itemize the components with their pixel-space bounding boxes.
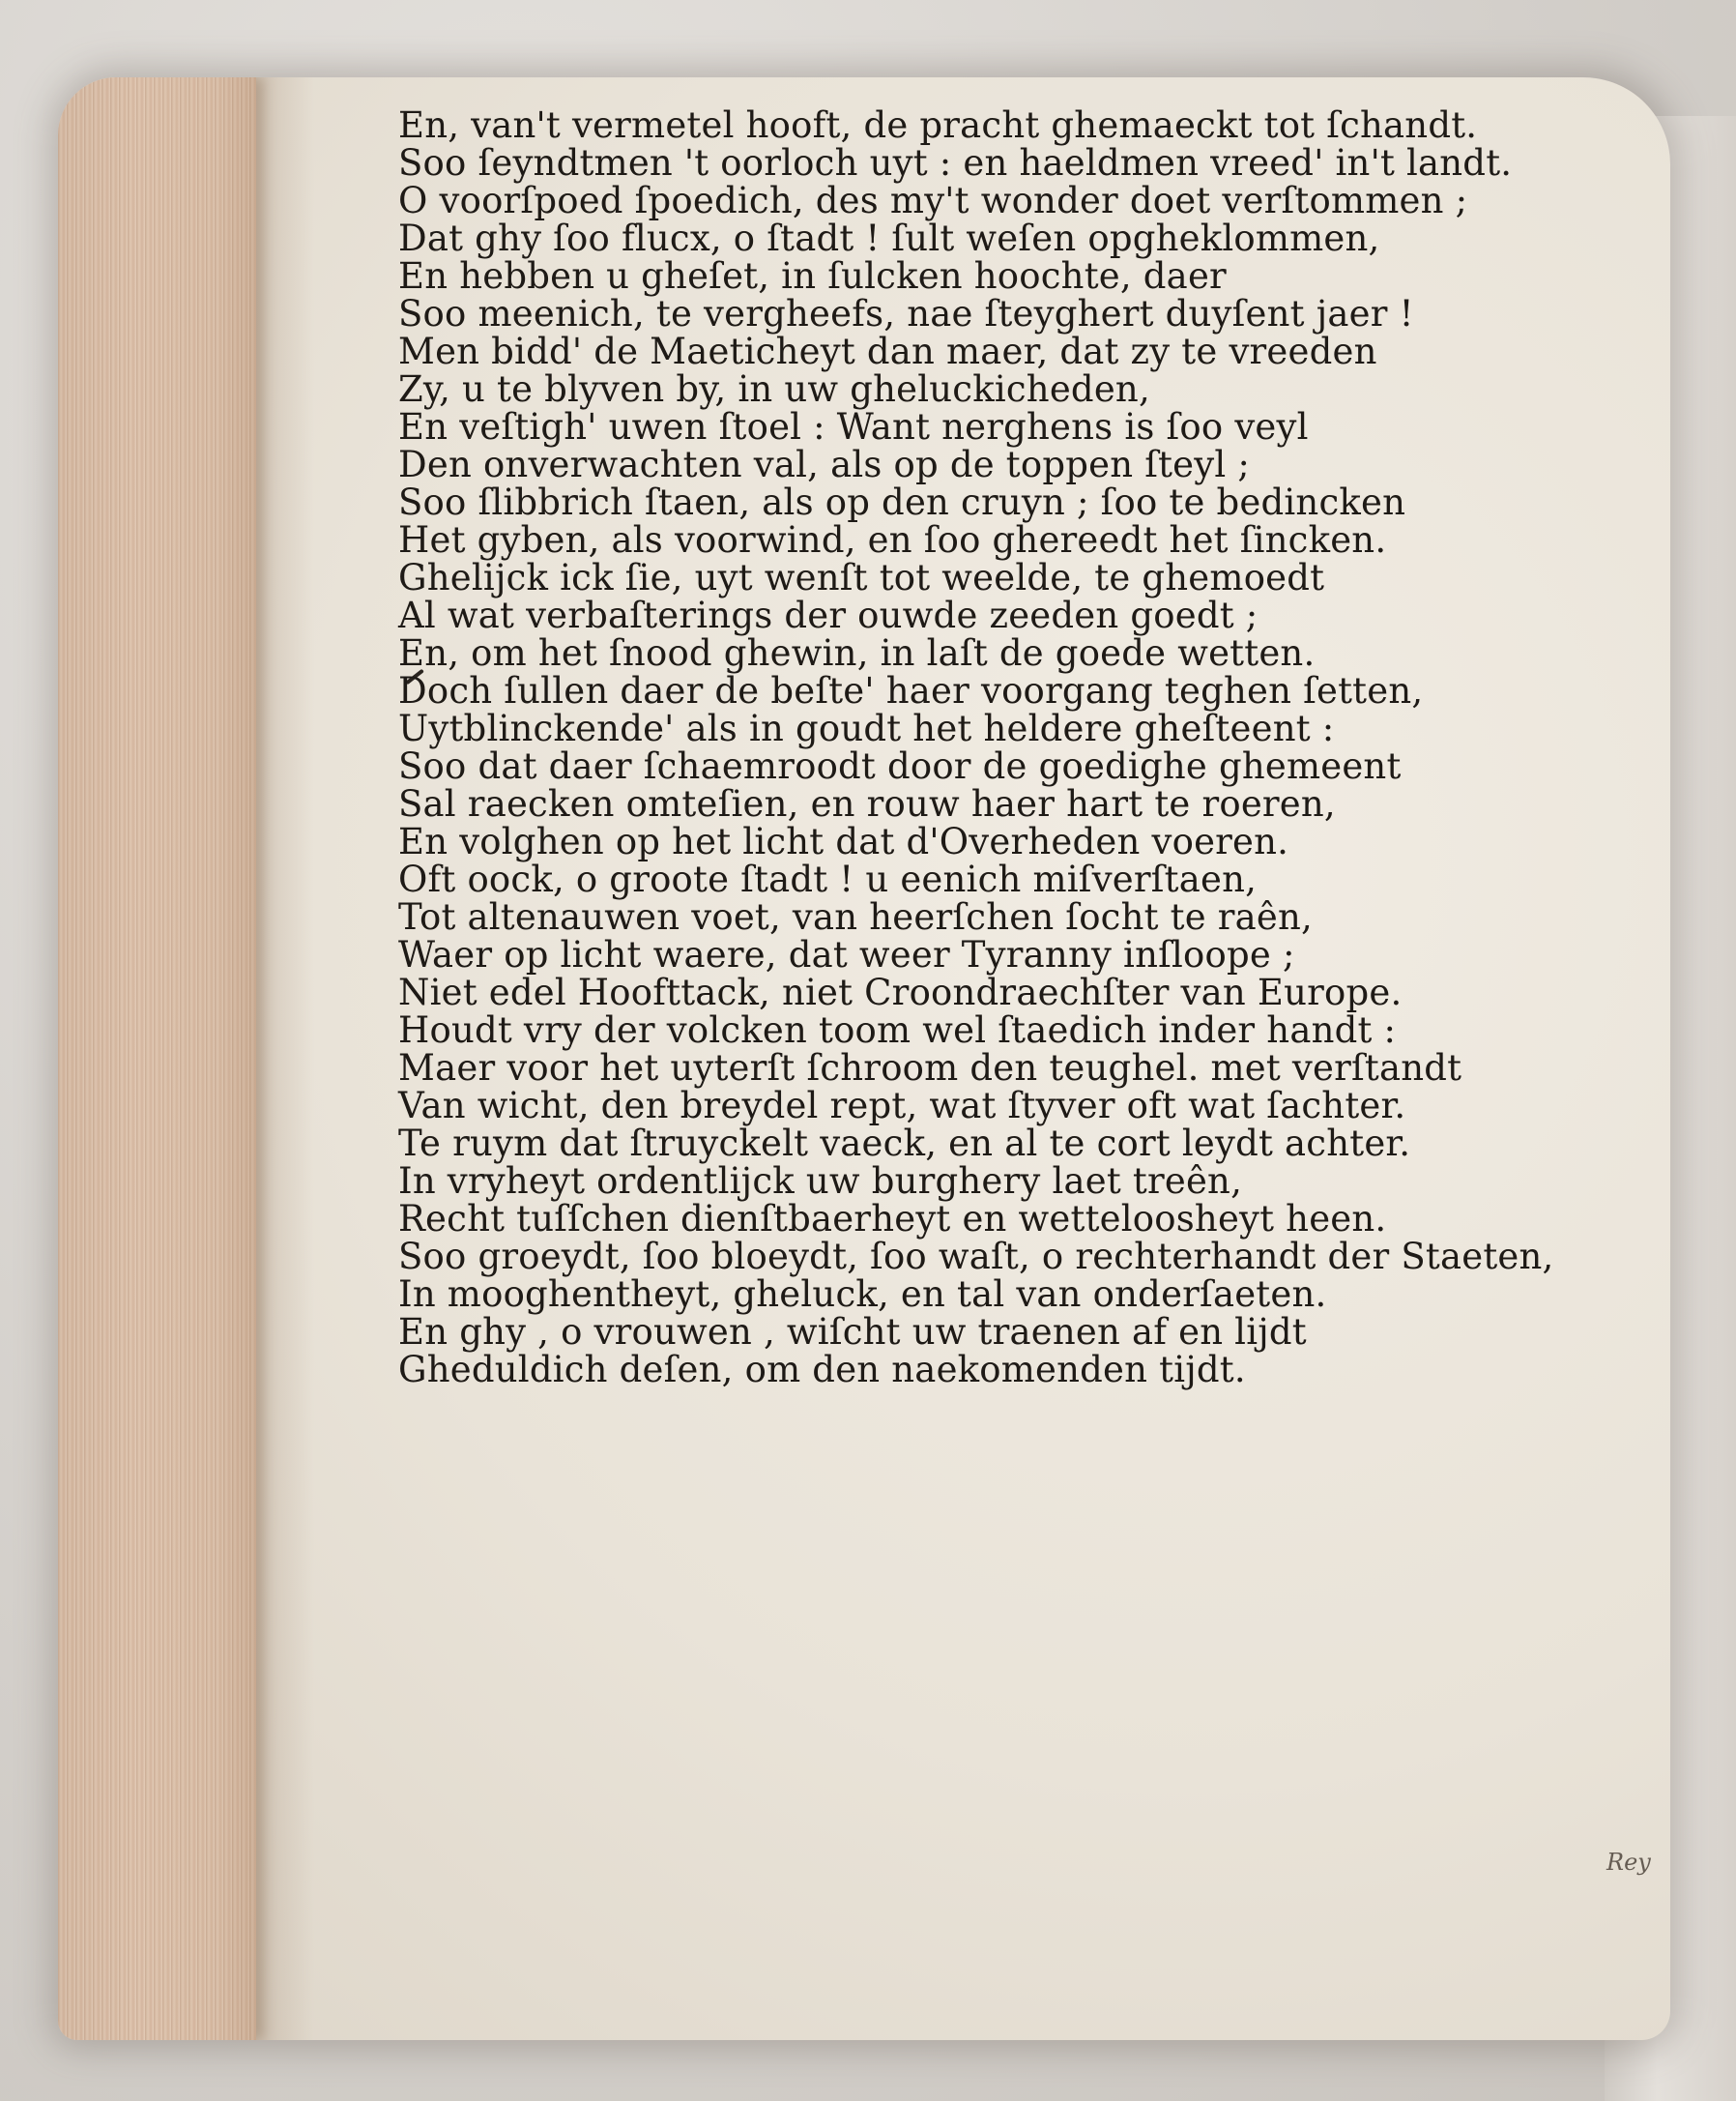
verse-line: En, van't vermetel hooft, de pracht ghemaeckt tot ſchandt.	[398, 104, 1478, 146]
verse-line: Soo ſlibbrich ſtaen, als op den cruyn ; ſoo te bedincken	[398, 481, 1406, 523]
verse-line: Sal raecken omteſien, en rouw haer hart te roeren,	[398, 783, 1336, 825]
verse-line: Soo ſeyndtmen 't oorloch uyt : en haeldmen vreed' in't landt.	[398, 142, 1513, 184]
verse-line: Te ruym dat ſtruyckelt vaeck, en al te cort leydt achter.	[398, 1123, 1411, 1164]
verse-line: Den onverwachten val, als op de toppen ſteyl ;	[398, 444, 1251, 485]
verse-line: En hebben u gheſet, in ſulcken hoochte, daer	[398, 255, 1227, 297]
verse-line: Houdt vry der volcken toom wel ſtaedich inder handt :	[398, 1009, 1397, 1051]
verse-line: En veſtigh' uwen ſtoel : Want nerghens is ſoo veyl	[398, 406, 1309, 448]
verse-line: Doch ſullen daer de beſte' haer voorgang teghen ſetten,	[398, 670, 1424, 712]
verse-line: Maer voor het uyterſt ſchroom den teughel. met verſtandt	[398, 1047, 1462, 1089]
verse-line: Tot altenauwen voet, van heerſchen ſocht te raên,	[398, 896, 1314, 938]
verse-line: Waer op licht waere, dat weer Tyranny inſloope ;	[398, 934, 1295, 976]
verse-line: Het gyben, als voorwind, en ſoo ghereedt het ſincken.	[398, 519, 1387, 561]
verse-line: Oft oock, o groote ſtadt ! u eenich miſverſtaen,	[398, 859, 1258, 900]
verse-line: Uytblinckende' als in goudt het heldere gheſteent :	[398, 708, 1335, 749]
verse-line: Soo groeydt, ſoo bloeydt, ſoo waſt, o rechterhandt der Staeten,	[398, 1236, 1554, 1277]
verse-line: Van wicht, den breydel rept, wat ſtyver oft wat ſachter.	[398, 1085, 1406, 1126]
verse-line: Zy, u te blyven by, in uw gheluckicheden,	[398, 368, 1150, 410]
verse-line: Soo dat daer ſchaemroodt door de goedighe ghemeent	[398, 745, 1402, 787]
verse-line: Al wat verbaſterings der ouwde zeeden goedt ;	[398, 595, 1259, 636]
verse-line: Gheduldich deſen, om den naekomenden tijdt.	[398, 1349, 1246, 1390]
verse-line: En volghen op het licht dat d'Overheden voeren.	[398, 821, 1289, 862]
verse-line: Soo meenich, te vergheefs, nae ſteyghert duyſent jaer !	[398, 293, 1414, 335]
page-block-edge	[58, 77, 256, 2040]
verse-line: Niet edel Hoofttack, niet Croondraechſter van Europe.	[398, 972, 1403, 1013]
gutter-shade	[256, 77, 314, 2040]
verse-line: En, om het ſnood ghewin, in laſt de goede wetten.	[398, 632, 1316, 674]
verse-line: In vryheyt ordentlijck uw burghery laet treên,	[398, 1160, 1243, 1202]
verse-text	[398, 106, 1655, 1388]
verse-line: Dat ghy ſoo flucx, o ſtadt ! ſult weſen opgheklommen,	[398, 218, 1380, 259]
verse-line: Men bidd' de Maeticheyt dan maer, dat zy te vreeden	[398, 331, 1377, 372]
verse-line: Ghelijck ick ſie, uyt wenſt tot weelde, te ghemoedt	[398, 557, 1325, 598]
verse-line: Recht tuſſchen dienſtbaerheyt en wetteloosheyt heen.	[398, 1198, 1387, 1240]
verse-line: O voorſpoed ſpoedich, des my't wonder doet verſtommen ;	[398, 180, 1468, 221]
verse-line: In mooghentheyt, gheluck, en tal van onderſaeten.	[398, 1273, 1327, 1315]
catchword: Rey	[1606, 1849, 1651, 1876]
verse-line: En ghy , o vrouwen , wiſcht uw traenen af en lijdt	[398, 1311, 1307, 1353]
